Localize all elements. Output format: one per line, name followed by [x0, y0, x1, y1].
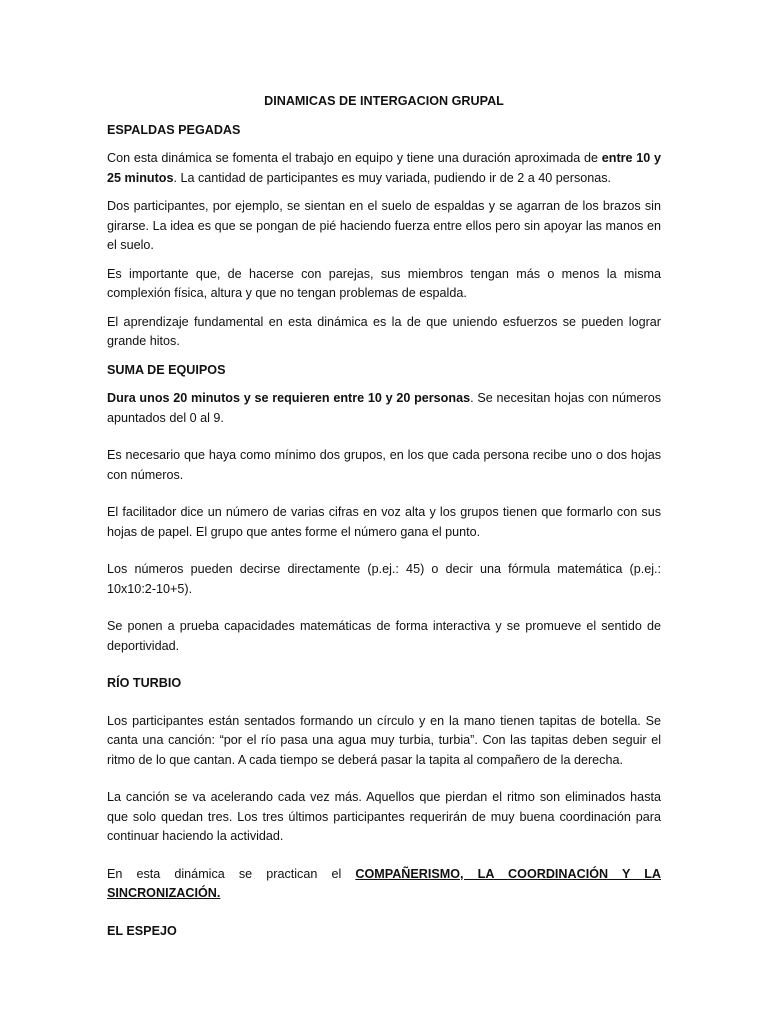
bold-text: Dura unos 20 minutos y se requieren entre 10 y 20 personas	[107, 391, 471, 405]
section-heading-rio-turbio: RÍO TURBIO	[107, 676, 182, 690]
section-heading-espaldas-pegadas: ESPALDAS PEGADAS	[107, 122, 241, 137]
paragraph-text: En esta dinámica se practican el	[107, 866, 356, 881]
paragraph: El aprendizaje fundamental en esta dinámica es la de que uniendo esfuerzos se pueden lograr grande hitos.	[107, 314, 661, 348]
paragraph: El facilitador dice un número de varias cifras en voz alta y los grupos tienen que formarlo con sus hojas de papel. El grupo que antes forme el número gana el punto.	[107, 505, 661, 539]
paragraph: Los participantes están sentados formando un círculo y en la mano tienen tapitas de botella. Se canta una canción: “por el río pasa una agua muy turbia, turbia”. Con las tapitas deben seguir el ritmo de lo que cantan. A cada tiempo se deberá pasar la tapita al compañero de la derecha.	[107, 713, 661, 767]
section-heading-el-espejo: EL ESPEJO	[107, 923, 177, 938]
paragraph	[107, 149, 661, 188]
paragraph: Los números pueden decirse directamente (p.ej.: 45) o decir una fórmula matemática (p.ej.: 10x10:2-10+5).	[107, 562, 661, 596]
paragraph	[107, 389, 661, 428]
underlined-bold-text: COMPAÑERISMO, LA COORDINACIÓN Y LA SINCRONIZACIÓN.	[107, 866, 662, 900]
paragraph: La canción se va acelerando cada vez más. Aquellos que pierdan el ritmo son eliminados hasta que solo quedan tres. Los tres últimos participantes requerirán de muy buena coordinación para continuar haciendo la actividad.	[107, 790, 661, 843]
paragraph: Dos participantes, por ejemplo, se sientan en el suelo de espaldas y se agarran de los brazos sin girarse. La idea es que se pongan de pié haciendo fuerza entre ellos pero sin apoyar las manos en el suelo.	[107, 199, 661, 252]
bold-text: entre 10 y 25 minutos	[107, 151, 661, 185]
paragraph: Se ponen a prueba capacidades matemáticas de forma interactiva y se promueve el sentido de deportividad.	[107, 619, 661, 653]
paragraph	[107, 865, 661, 904]
paragraph-text: . La cantidad de participantes es muy variada, pudiendo ir de 2 a 40 personas.	[173, 170, 612, 185]
paragraph-text: Con esta dinámica se fomenta el trabajo en equipo y tiene una duración aproximada de	[107, 151, 602, 165]
paragraph: Es necesario que haya como mínimo dos grupos, en los que cada persona recibe uno o dos hojas con números.	[107, 448, 661, 482]
paragraph-text: . Se necesitan hojas con números apuntados del 0 al 9.	[107, 391, 662, 425]
paragraph: Es importante que, de hacerse con parejas, sus miembros tengan más o menos la misma complexión física, altura y que no tengan problemas de espalda.	[107, 266, 661, 300]
document-title: DINAMICAS DE INTERGACION GRUPAL	[264, 94, 504, 108]
section-heading-suma-de-equipos: SUMA DE EQUIPOS	[107, 362, 226, 377]
document-body	[107, 92, 661, 950]
